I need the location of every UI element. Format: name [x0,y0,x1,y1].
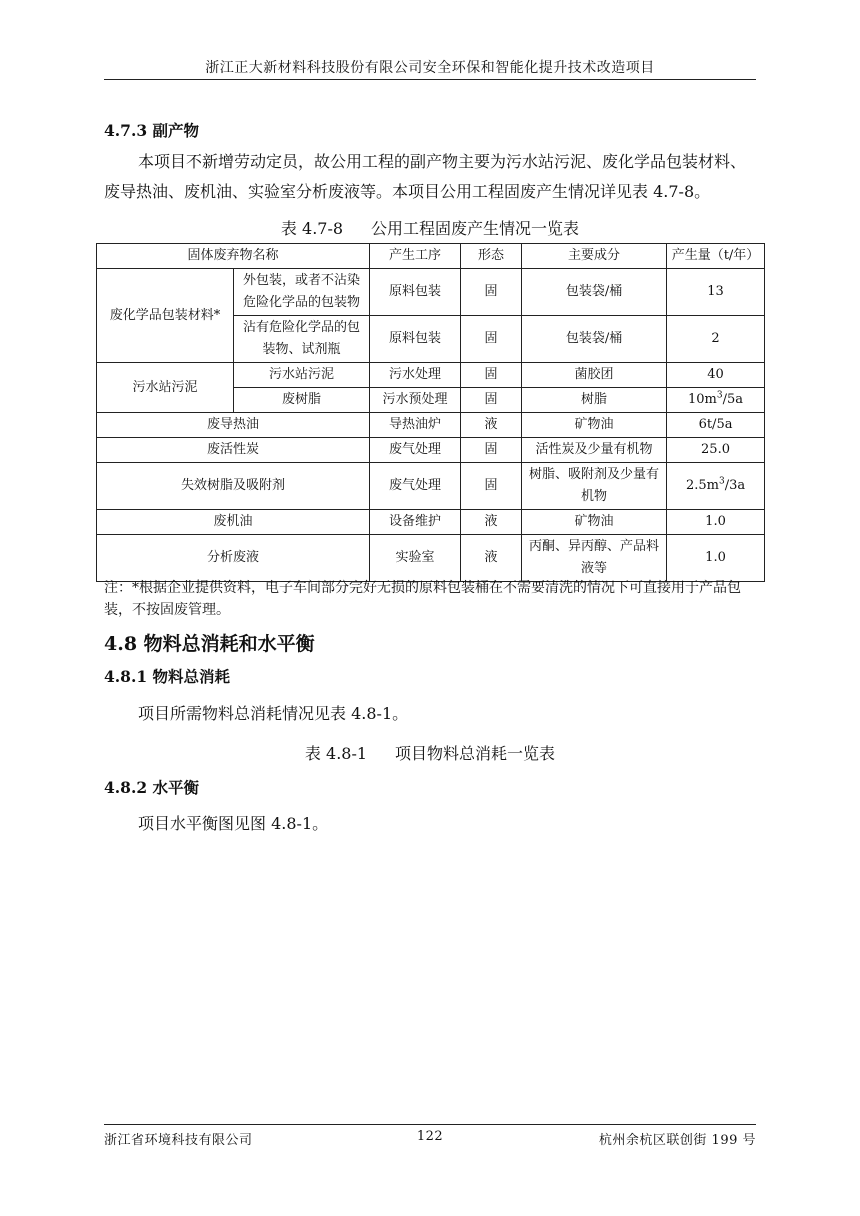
cell-process: 原料包装 [370,316,461,363]
cell-amount: 25.0 [667,438,765,463]
cell-process: 导热油炉 [370,413,461,438]
page-header: 浙江正大新材料科技股份有限公司安全环保和智能化提升技术改造项目 [205,60,655,76]
cell-amount: 13 [667,269,765,316]
section-heading-4-8-2: 4.8.2 水平衡 [104,778,200,797]
cell-state: 固 [461,438,522,463]
cell-state: 固 [461,388,522,413]
cell-state: 固 [461,316,522,363]
header-rule [104,79,756,80]
cell-process: 实验室 [370,535,461,582]
cell-composition: 包装袋/桶 [522,316,667,363]
header-process: 产生工序 [370,244,461,269]
header-amount: 产生量（t/年） [667,244,765,269]
cell-composition: 包装袋/桶 [522,269,667,316]
cell-group: 废化学品包装材料* [97,269,234,363]
cell-amount: 40 [667,363,765,388]
table-header-row [97,244,765,269]
page-number: 122 [416,1129,444,1144]
table-row [97,510,765,535]
footer-rule [104,1124,756,1125]
cell-amount: 6t/5a [667,413,765,438]
header-waste-name: 固体废弃物名称 [97,244,370,269]
table-caption-number: 表 4.8-1 [304,744,368,763]
cell-composition: 丙酮、异丙醇、产品料液等 [522,535,667,582]
table-caption-4-7-8 [104,216,756,239]
cell-name: 废活性炭 [97,438,370,463]
section-paragraph-4-8-1 [104,699,756,729]
header-state: 形态 [461,244,522,269]
amount-superscript: 3 [716,390,723,401]
cell-group: 污水站污泥 [97,363,234,413]
section-paragraph-4-8-2 [104,809,756,839]
cell-amount [667,463,765,510]
table-row [97,413,765,438]
amount-unit: /3a [724,478,746,493]
cell-amount: 1.0 [667,535,765,582]
cell-name: 废机油 [97,510,370,535]
cell-name: 废导热油 [97,413,370,438]
cell-amount: 2 [667,316,765,363]
cell-composition: 树脂、吸附剂及少量有机物 [522,463,667,510]
section-heading-4-8: 4.8 物料总消耗和水平衡 [104,633,315,655]
cell-subname: 废树脂 [234,388,370,413]
section-heading-4-8-1: 4.8.1 物料总消耗 [104,667,231,686]
cell-name: 分析废液 [97,535,370,582]
cell-subname: 外包装，或者不沾染危险化学品的包装物 [234,269,370,316]
cell-amount [667,388,765,413]
paragraph-material-consumption: 项目所需物料总消耗情况见表 4.8-1。 [138,704,409,723]
cell-state: 固 [461,463,522,510]
section-heading-4-7-3: 4.7.3 副产物 [104,121,200,140]
cell-amount: 1.0 [667,510,765,535]
cell-state: 液 [461,510,522,535]
cell-process: 污水处理 [370,363,461,388]
cell-composition: 矿物油 [522,510,667,535]
amount-unit: /5a [722,392,744,407]
cell-process: 废气处理 [370,438,461,463]
cell-composition: 活性炭及少量有机物 [522,438,667,463]
table-caption-title: 公用工程固废产生情况一览表 [371,219,580,238]
cell-name: 失效树脂及吸附剂 [97,463,370,510]
cell-process: 废气处理 [370,463,461,510]
table-row [97,269,765,316]
cell-process: 设备维护 [370,510,461,535]
cell-composition: 矿物油 [522,413,667,438]
cell-state: 液 [461,535,522,582]
paragraph-water-balance: 项目水平衡图见图 4.8-1。 [138,814,329,833]
cell-composition: 树脂 [522,388,667,413]
section-paragraph-4-7-3 [104,147,756,207]
table-note: 注：*根据企业提供资料，电子车间部分完好无损的原料包装桶在不需要清洗的情况下可直接用于产品包装，不按固废管理。 [104,580,741,618]
table-caption-4-8-1 [104,741,756,764]
cell-process: 原料包装 [370,269,461,316]
cell-state: 固 [461,363,522,388]
cell-subname: 污水站污泥 [234,363,370,388]
cell-composition: 菌胶团 [522,363,667,388]
amount-value: 2.5m [685,478,719,493]
footer-company: 浙江省环境科技有限公司 [104,1133,253,1148]
cell-process: 污水预处理 [370,388,461,413]
table-row [97,463,765,510]
cell-state: 固 [461,269,522,316]
table-caption-title: 项目物料总消耗一览表 [395,744,556,763]
amount-superscript: 3 [718,476,725,487]
table-row [97,438,765,463]
header-composition: 主要成分 [522,244,667,269]
solid-waste-table [96,243,765,582]
amount-value: 10m [688,392,717,407]
table-row [97,363,765,388]
table-caption-number: 表 4.7-8 [280,219,344,238]
table-row [97,535,765,582]
paragraph-byproducts: 本项目不新增劳动定员，故公用工程的副产物主要为污水站污泥、废化学品包装材料、废导热油、废机油、实验室分析废液等。本项目公用工程固废产生情况详见表 4.7-8。 [104,152,747,201]
cell-subname: 沾有危险化学品的包装物、试剂瓶 [234,316,370,363]
cell-state: 液 [461,413,522,438]
footer-address: 杭州余杭区联创街 199 号 [598,1133,756,1148]
